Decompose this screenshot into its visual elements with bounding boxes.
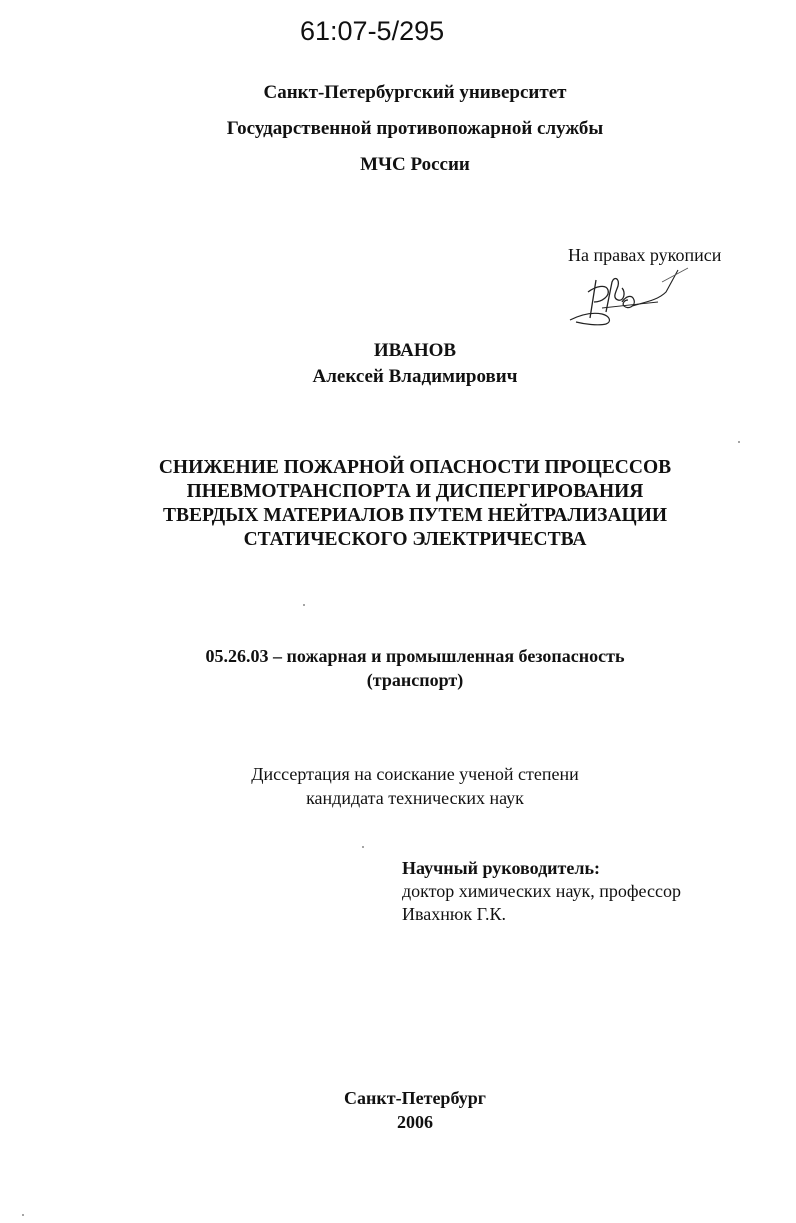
dissertation-purpose-line-2: кандидата технических наук xyxy=(306,788,524,808)
place-year: 2006 xyxy=(397,1112,433,1132)
scan-speck xyxy=(362,846,364,848)
specialty-subfield: (транспорт) xyxy=(366,670,464,690)
catalog-number: 61:07-5/295 xyxy=(300,16,445,46)
title-line-3: ТВЕРДЫХ МАТЕРИАЛОВ ПУТЕМ НЕЙТРАЛИЗАЦИИ xyxy=(162,505,668,526)
institution-line-2: Государственной противопожарной службы xyxy=(226,118,604,139)
manuscript-note: На правах рукописи xyxy=(568,245,722,265)
handwritten-signature xyxy=(562,262,692,332)
scan-speck xyxy=(22,1214,24,1216)
title-line-1: СНИЖЕНИЕ ПОЖАРНОЙ ОПАСНОСТИ ПРОЦЕССОВ xyxy=(158,457,672,478)
scan-speck xyxy=(738,441,740,443)
institution-line-3: МЧС России xyxy=(360,154,470,175)
dissertation-title xyxy=(120,456,710,552)
supervisor-name: Ивахнюк Г.К. xyxy=(402,904,506,924)
supervisor-degree: доктор химических наук, профессор xyxy=(402,881,681,901)
scan-speck xyxy=(303,604,305,606)
dissertation-purpose-line-1: Диссертация на соискание ученой степени xyxy=(251,764,579,784)
specialty-code: 05.26.03 – пожарная и промышленная безопасность xyxy=(205,646,625,666)
institution-line-1: Санкт-Петербургский университет xyxy=(263,82,567,103)
author-surname: ИВАНОВ xyxy=(373,340,457,361)
supervisor-label: Научный руководитель: xyxy=(402,858,600,878)
place-city: Санкт-Петербург xyxy=(344,1088,486,1108)
title-line-4: СТАТИЧЕСКОГО ЭЛЕКТРИЧЕСТВА xyxy=(243,529,587,550)
title-line-2: ПНЕВМОТРАНСПОРТА И ДИСПЕРГИРОВАНИЯ xyxy=(186,481,644,502)
author-name: Алексей Владимирович xyxy=(312,366,518,387)
